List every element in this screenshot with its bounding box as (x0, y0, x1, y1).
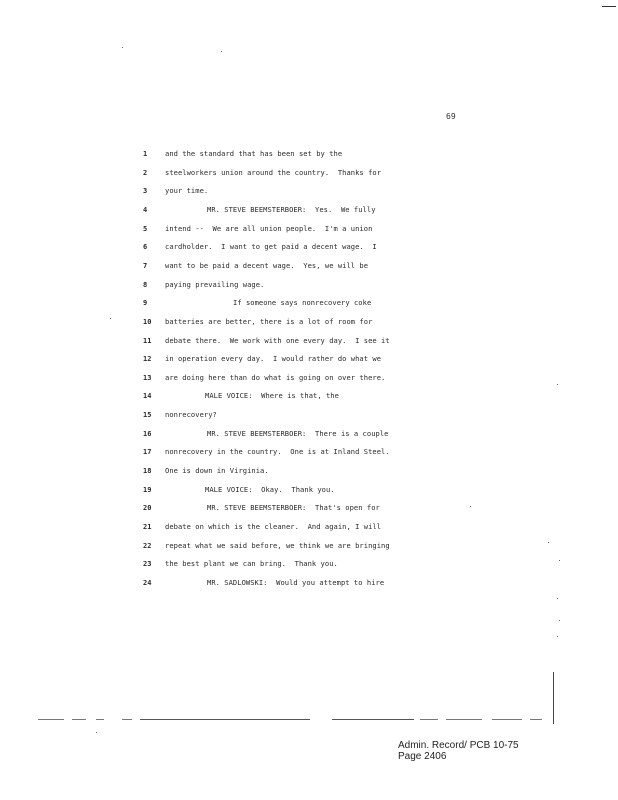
line-number: 20 (143, 504, 152, 513)
line-number: 7 (143, 261, 148, 270)
line-text: MR. STEVE BEEMSTERBOER: Yes. We fully (207, 204, 376, 214)
transcript-line (0, 390, 618, 402)
line-text: the best plant we can bring. Thank you. (165, 559, 338, 569)
line-text: and the standard that has been set by the (165, 149, 343, 158)
line-number: 16 (143, 429, 152, 438)
transcript-line (0, 167, 618, 179)
line-text: MR. STEVE BEEMSTERBOER: There is a couple (207, 428, 389, 438)
line-text: MR. STEVE BEEMSTERBOER: That's open for (207, 503, 380, 513)
line-number: 24 (143, 578, 152, 587)
transcript-line (0, 409, 618, 421)
page-number: 69 (446, 112, 456, 121)
line-number: 18 (143, 467, 152, 476)
line-text: want to be paid a decent wage. Yes, we will be (165, 260, 369, 270)
line-text: batteries are better, there is a lot of room for (165, 316, 373, 326)
admin-record-page: Page 2406 (398, 751, 447, 762)
transcript-line (0, 204, 618, 216)
transcript-line (0, 353, 618, 365)
transcript-line (0, 297, 618, 309)
line-text: cardholder. I want to get paid a decent wage. I (165, 242, 377, 252)
line-text: intend -- We are all union people. I'm a union (165, 223, 373, 233)
line-text: steelworkers union around the country. Thanks for (165, 167, 382, 177)
line-number: 8 (143, 280, 148, 289)
line-number: 6 (143, 243, 148, 252)
line-text: nonrecovery in the country. One is at Inland Steel. (165, 447, 390, 457)
line-number: 10 (143, 317, 152, 326)
line-number: 3 (143, 187, 148, 196)
line-number: 14 (143, 392, 152, 401)
transcript-line (0, 260, 618, 272)
scan-corner-mark (602, 6, 616, 7)
line-text: debate there. We work with one every day. I see it (165, 335, 390, 345)
transcript-line (0, 316, 618, 328)
transcript-line (0, 446, 618, 458)
line-number: 9 (143, 299, 148, 308)
line-number: 2 (143, 168, 148, 177)
line-number: 17 (143, 448, 152, 457)
line-text: are doing here than do what is going on over there. (165, 372, 386, 382)
transcript-line (0, 577, 618, 589)
transcript-line (0, 502, 618, 514)
line-text: MALE VOICE: Okay. Thank you. (205, 484, 335, 494)
line-number: 1 (143, 150, 148, 158)
line-number: 13 (143, 373, 152, 382)
transcript-line (0, 540, 618, 552)
transcript-line (0, 241, 618, 253)
line-text: repeat what we said before, we think we are bringing (165, 540, 390, 550)
line-text: paying prevailing wage. (165, 279, 265, 289)
line-number: 23 (143, 560, 152, 569)
transcript-line (0, 279, 618, 291)
line-text: MALE VOICE: Where is that, the (205, 391, 339, 401)
transcript-line (0, 335, 618, 347)
line-text: debate on which is the cleaner. And again, I will (165, 522, 382, 531)
transcript-line (0, 521, 618, 533)
line-number: 11 (143, 336, 152, 345)
line-text: One is down in Virginia. (165, 466, 269, 476)
transcript-line (0, 465, 618, 477)
transcript-line (0, 185, 618, 197)
line-text: your time. (165, 186, 209, 196)
line-number: 5 (143, 224, 148, 233)
line-text: in operation every day. I would rather do what we (165, 354, 382, 364)
transcript-line (0, 148, 618, 160)
line-text: If someone says nonrecovery coke (233, 298, 372, 308)
line-number: 22 (143, 541, 152, 550)
transcript-line (0, 484, 618, 496)
transcript-line (0, 372, 618, 384)
line-number: 19 (143, 485, 152, 494)
admin-record-label: Admin. Record/ PCB 10-75 (398, 740, 519, 751)
transcript-line (0, 558, 618, 570)
line-number: 12 (143, 355, 152, 364)
transcript-line (0, 428, 618, 440)
transcript-line (0, 223, 618, 235)
line-number: 21 (143, 523, 152, 531)
admin-record-stamp (398, 740, 519, 762)
line-text: nonrecovery? (165, 410, 217, 420)
line-number: 4 (143, 205, 148, 214)
line-text: MR. SADLOWSKI: Would you attempt to hire (207, 577, 385, 587)
line-number: 15 (143, 411, 152, 420)
